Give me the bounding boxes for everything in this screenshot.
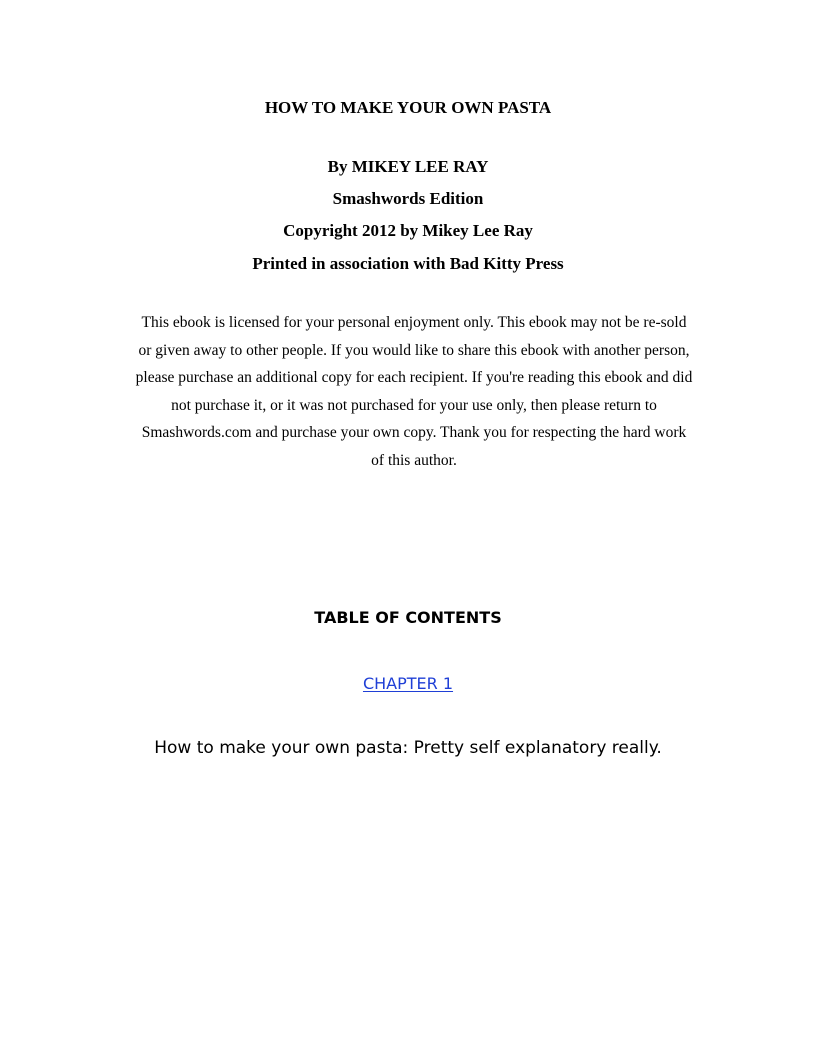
author-line: By MIKEY LEE RAY xyxy=(327,157,489,176)
toc-entry xyxy=(0,672,816,696)
license-line: not purchase it, or it was not purchased for your use only, then please return to xyxy=(171,396,657,414)
license-line: or given away to other people. If you would like to share this ebook with another person, xyxy=(138,341,690,359)
license-line: of this author. xyxy=(371,451,457,469)
chapter-1-link[interactable]: CHAPTER 1 xyxy=(362,674,454,693)
license-paragraph xyxy=(118,309,710,475)
table-of-contents-heading: TABLE OF CONTENTS xyxy=(314,608,502,627)
license-line: please purchase an additional copy for each recipient. If you're reading this ebook and did xyxy=(135,369,693,387)
license-line: Smashwords.com and purchase your own copy. Thank you for respecting the hard work xyxy=(141,424,687,442)
edition-line: Smashwords Edition xyxy=(332,189,484,208)
book-title: HOW TO MAKE YOUR OWN PASTA xyxy=(264,98,552,117)
license-line: This ebook is licensed for your personal enjoyment only. This ebook may not be re-sold xyxy=(141,314,687,331)
copyright-line: Copyright 2012 by Mikey Lee Ray xyxy=(283,221,533,240)
publisher-line: Printed in association with Bad Kitty Press xyxy=(252,254,564,273)
chapter-description: How to make your own pasta: Pretty self explanatory really. xyxy=(154,738,662,758)
